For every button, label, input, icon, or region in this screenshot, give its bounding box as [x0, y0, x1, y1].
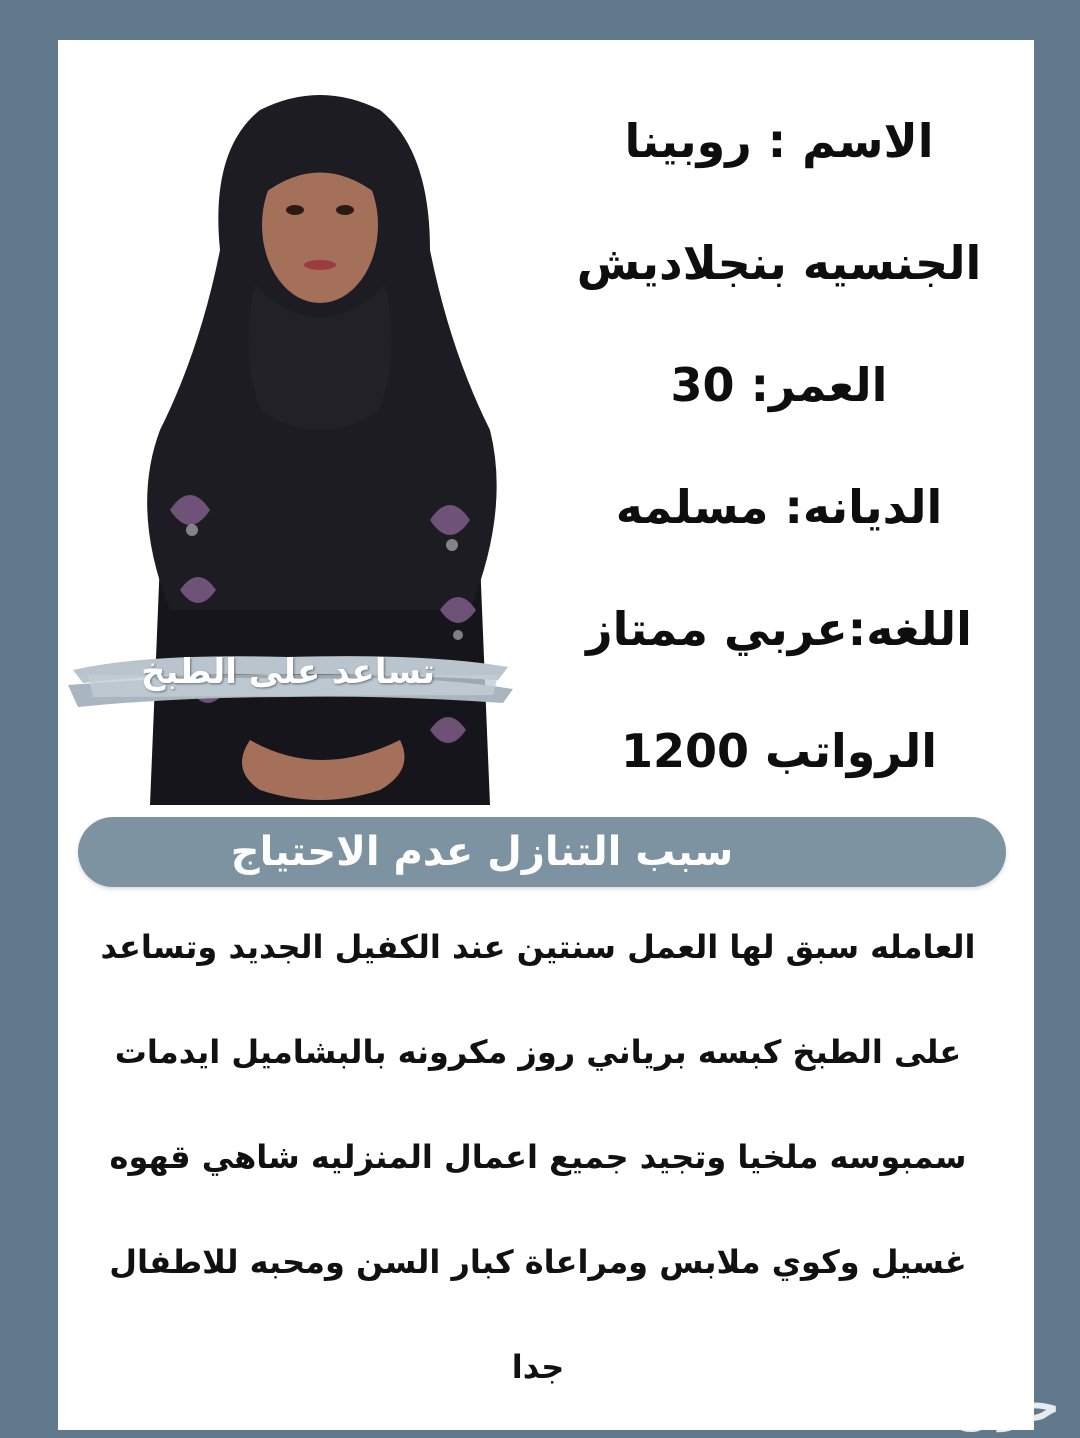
salary-line: الرواتب 1200 — [620, 724, 938, 778]
language-line: اللغه:عربي ممتاز — [586, 602, 972, 656]
watermark-logo: حراج — [949, 1378, 1060, 1432]
description — [68, 895, 1008, 1420]
description-line-1: العامله سبق لها العمل سنتين عند الكفيل الجديد وتساعد — [100, 928, 976, 966]
description-line-5: جدا — [511, 1348, 565, 1386]
worker-profile-card — [58, 40, 1034, 1430]
name-line: الاسم : روبينا — [624, 114, 934, 168]
description-line-2: على الطبخ كبسه برياني روز مكرونه بالبشاميل ايدمات — [114, 1033, 962, 1071]
worker-info — [544, 80, 1014, 812]
reason-banner-text: سبب التنازل عدم الاحتياج — [230, 829, 734, 875]
religion-line: الديانه: مسلمه — [615, 480, 943, 534]
description-line-4: غسيل وكوي ملابس ومراعاة كبار السن ومحبه للاطفال — [109, 1243, 967, 1281]
nationality-line: الجنسيه بنجلاديش — [576, 236, 982, 290]
age-line: العمر: 30 — [670, 358, 888, 412]
photo-caption: تساعد على الطبخ — [140, 652, 436, 692]
reason-banner — [78, 817, 1006, 887]
description-line-3: سمبوسه ملخيا وتجيد جميع اعمال المنزليه شاهي قهوه — [109, 1138, 967, 1176]
